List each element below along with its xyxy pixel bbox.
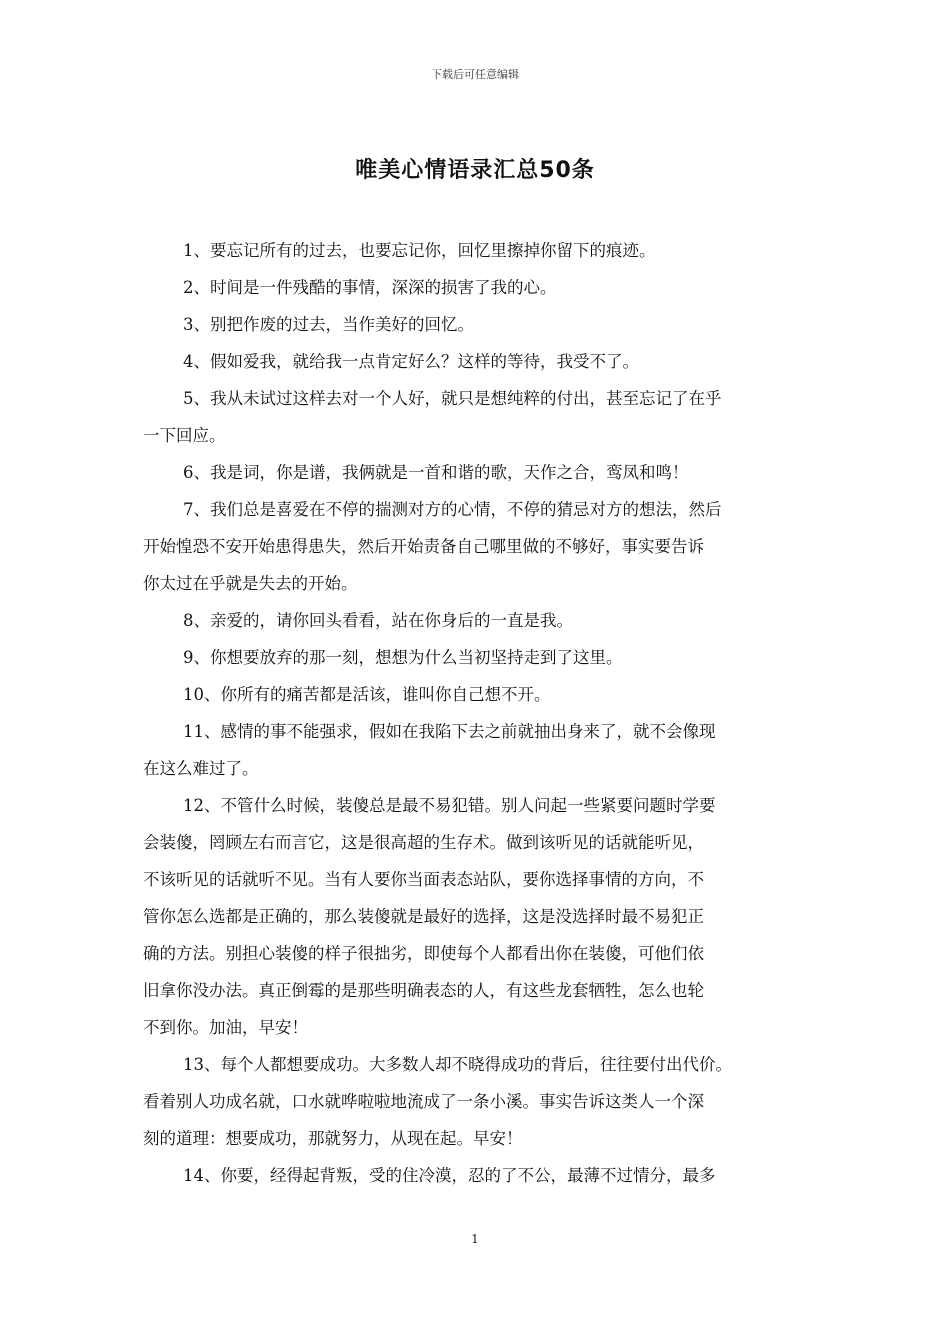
quote-paragraph-7: 7、我们总是喜爱在不停的揣测对方的心情，不停的猜忌对方的想法，然后 开始惶恐不安开始患得患失，然后开始责备自己哪里做的不够好，事实要告诉 你太过在乎就是失去的开始。	[143, 500, 722, 593]
quote-paragraph-2: 2、时间是一件残酷的事情，深深的损害了我的心。	[183, 278, 557, 297]
document-title: 唯美心情语录汇总50条	[355, 158, 595, 183]
document-body	[143, 232, 823, 1194]
header-note: 下载后可任意编辑	[431, 68, 519, 81]
quote-paragraph-11: 11、感情的事不能强求，假如在我陷下去之前就抽出身来了，就不会像现 在这么难过了。	[143, 722, 716, 778]
quote-paragraph-8: 8、亲爱的，请你回头看看，站在你身后的一直是我。	[183, 611, 573, 630]
quote-paragraph-5: 5、我从未试过这样去对一个人好，就只是想纯粹的付出，甚至忘记了在乎 一下回应。	[143, 389, 722, 445]
quote-paragraph-9: 9、你想要放弃的那一刻，想想为什么当初坚持走到了这里。	[183, 648, 623, 667]
quote-paragraph-3: 3、别把作废的过去，当作美好的回忆。	[183, 315, 474, 334]
quote-paragraph-13: 13、每个人都想要成功。大多数人却不晓得成功的背后，往往要付出代价。 看着别人功成名就，口水就哗啦啦地流成了一条小溪。事实告诉这类人一个深 刻的道理：想要成功，那就努力，从现在起。早安！	[143, 1055, 732, 1148]
quote-paragraph-10: 10、你所有的痛苦都是活该，谁叫你自己想不开。	[183, 685, 551, 704]
page-number: 1	[471, 1232, 479, 1246]
quote-paragraph-4: 4、假如爱我，就给我一点肯定好么？这样的等待，我受不了。	[183, 352, 639, 371]
quote-paragraph-14: 14、你要，经得起背叛，受的住冷漠，忍的了不公，最薄不过情分，最多	[183, 1166, 716, 1185]
quote-paragraph-1: 1、要忘记所有的过去，也要忘记你，回忆里擦掉你留下的痕迹。	[183, 241, 656, 260]
quote-paragraph-6: 6、我是词，你是谱，我俩就是一首和谐的歌，天作之合，鸾凤和鸣！	[183, 463, 689, 482]
quote-paragraph-12: 12、不管什么时候，装傻总是最不易犯错。别人问起一些紧要问题时学要 会装傻，罔顾左右而言它，这是很高超的生存术。做到该听见的话就能听见， 不该听见的话就听不见。当有人要你当面表态站队，要你选择事情的方向，不 管你怎么选都是正确的，那么装傻就是最好的选择，这是没选择时最不易犯正 确的方法。别担心装傻的样子很拙劣，即使每个人都看出你在装傻，可他们依 旧拿你没办法。真正倒霉的是那些明确表态的人，有这些龙套牺牲，怎么也轮 不到你。加油，早安！	[143, 796, 716, 1037]
